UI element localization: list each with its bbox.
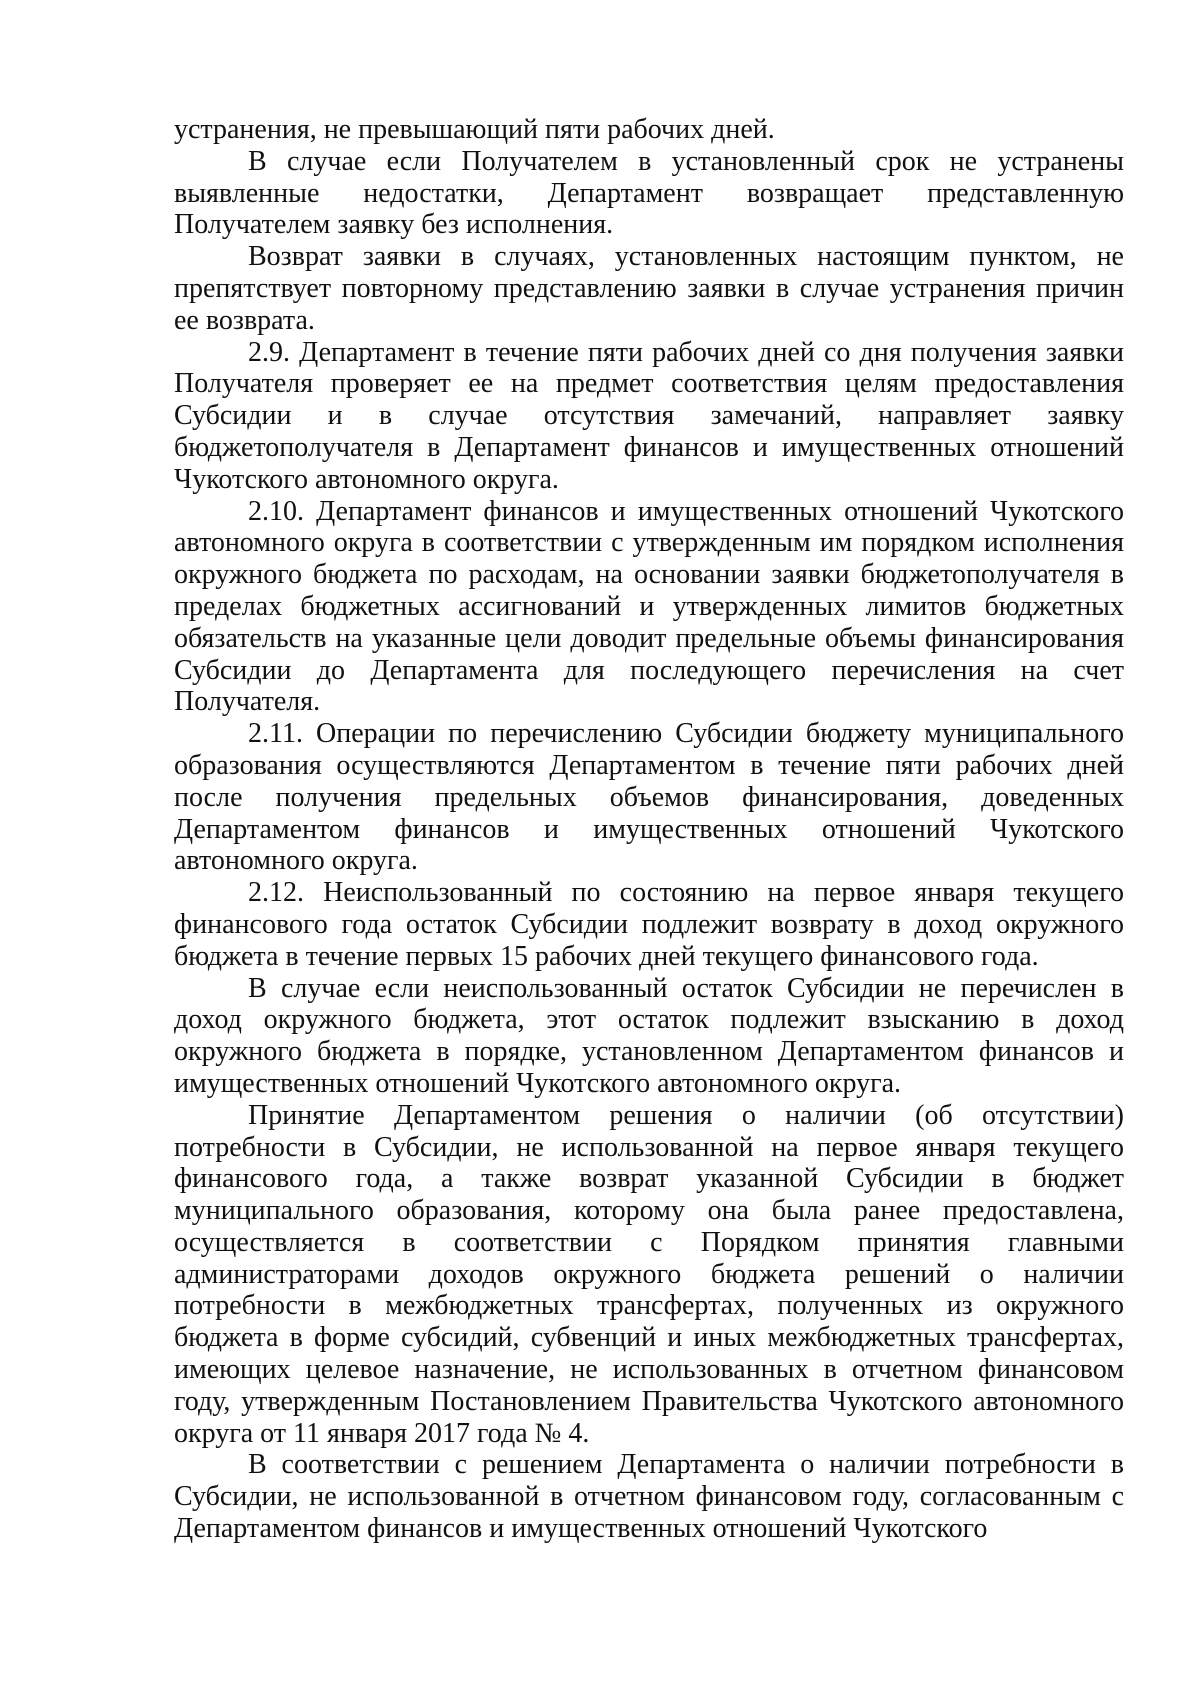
paragraph-2-11: 2.11. Операции по перечислению Субсидии бюджету муниципального образования осуществляются Департаментом в течение пяти рабочих дней после получения предельных объемов финансирования, доведенных Департаментом финансов и имущественных отношений Чукотского автономного округа. xyxy=(174,718,1124,877)
paragraph-application-return: Возврат заявки в случаях, установленных настоящим пунктом, не препятствует повторному представлению заявки в случае устранения причин ее возврата. xyxy=(174,241,1124,336)
paragraph-2-12: 2.12. Неиспользованный по состоянию на первое января текущего финансового года остаток Субсидии подлежит возврату в доход окружного бюджета в течение первых 15 рабочих дней текущего финансового года. xyxy=(174,877,1124,972)
paragraph-decision-accordance: В соответствии с решением Департамента о наличии потребности в Субсидии, не использованной в отчетном финансовом году, согласованным с Департаментом финансов и имущественных отношений Чукотского xyxy=(174,1449,1124,1545)
paragraph-need-decision: Принятие Департаментом решения о наличии (об отсутствии) потребности в Субсидии, не использованной на первое января текущего финансового года, а также возврат указанной Субсидии в бюджет муниципального образования, которому она была ранее предоставлена, осуществляется в соответствии с Порядком принятия главными администраторами доходов окружного бюджета решений о наличии потребности в межбюджетных трансфертах, полученных из окружного бюджета в форме субсидий, субвенций и иных межбюджетных трансфертах, имеющих целевое назначение, не использованных в отчетном финансовом году, утвержденным Постановлением Правительства Чукотского автономного округа от 11 января 2017 года № 4. xyxy=(174,1099,1124,1449)
paragraph-continuation: устранения, не превышающий пяти рабочих дней. xyxy=(174,114,775,145)
paragraph-2-10: 2.10. Департамент финансов и имущественных отношений Чукотского автономного округа в соответствии с утвержденным им порядком исполнения окружного бюджета по расходам, на основании заявки бюджетополучателя в пределах бюджетных ассигнований и утвержденных лимитов бюджетных обязательств на указанные цели доводит предельные объемы финансирования Субсидии до Департамента для последующего перечисления на счет Получателя. xyxy=(174,495,1124,718)
document-body xyxy=(174,114,1124,1545)
paragraph-unused-balance: В случае если неиспользованный остаток Субсидии не перечислен в доход окружного бюджета, этот остаток подлежит взысканию в доход окружного бюджета в порядке, установленном Департаментом финансов и имущественных отношений Чукотского автономного округа. xyxy=(174,972,1124,1099)
paragraph-unresolved-shortcomings: В случае если Получателем в установленный срок не устранены выявленные недостатки, Департамент возвращает представленную Получателем заявку без исполнения. xyxy=(174,145,1124,241)
paragraph-2-9: 2.9. Департамент в течение пяти рабочих дней со дня получения заявки Получателя проверяет ее на предмет соответствия целям предоставления Субсидии и в случае отсутствия замечаний, направляет заявку бюджетополучателя в Департамент финансов и имущественных отношений Чукотского автономного округа. xyxy=(174,336,1124,495)
